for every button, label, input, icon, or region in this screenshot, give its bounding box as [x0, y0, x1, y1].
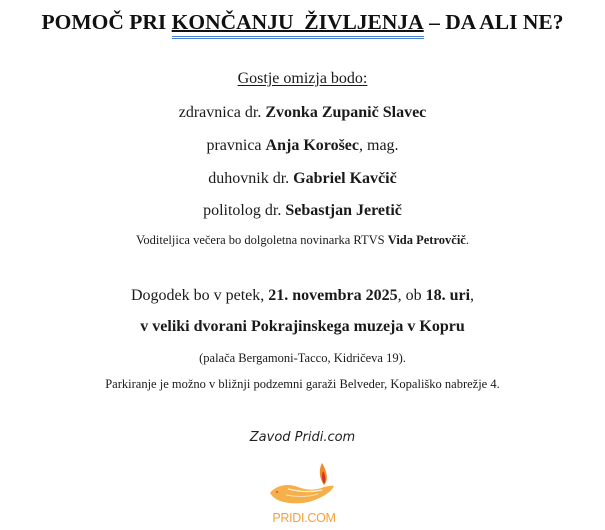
event-venue: v veliki dvorani Pokrajinskega muzeja v Kopru [140, 318, 465, 335]
guest-name: Anja Korošec [265, 137, 359, 154]
guest-line [0, 170, 605, 188]
event-date: 21. novembra 2025 [268, 287, 398, 304]
parking-info: Parkiranje je možno v bližnji podzemni garaži Belveder, Kopališko nabrežje 4. [105, 377, 500, 391]
event-date-line: Dogodek bo v petek, 21. novembra 2025, ob 18. uri, [130, 287, 475, 304]
event-time: 18. uri [425, 287, 471, 304]
guest-role: politolog dr. [203, 202, 286, 219]
guest-name: Zvonka Zupanič Slavec [265, 104, 427, 121]
guest-role: zdravnica dr. [178, 104, 266, 121]
host-name: Vida Petrovčič [387, 233, 466, 247]
guest-line [0, 137, 605, 155]
guest-name: Gabriel Kavčič [293, 170, 397, 187]
page-title [0, 10, 605, 35]
guest-role: pravnica [206, 137, 266, 154]
organizer-name: Zavod Pridi.com [249, 430, 356, 445]
guest-name: Sebastjan Jeretič [285, 202, 402, 219]
hand-flame-icon [266, 457, 342, 513]
guest-line [0, 202, 605, 220]
pridi-logo [266, 457, 342, 527]
guests-heading: Gostje omizja bodo: [237, 70, 368, 87]
guest-role: duhovnik dr. [208, 170, 294, 187]
host-line: Voditeljica večera bo dolgoletna novinarka RTVS Vida Petrovčič. [136, 233, 469, 247]
guest-line [0, 104, 605, 122]
title-underlined-phrase: KONČANJU ŽIVLJENJA [171, 10, 424, 34]
logo-text: PRIDI.COM [272, 511, 336, 525]
guest-title: , mag. [359, 137, 399, 154]
event-address: (palača Bergamoni-Tacco, Kidričeva 19). [199, 351, 406, 365]
title-suffix: – DA ALI NE? [423, 10, 564, 34]
title-prefix: POMOČ PRI [41, 10, 172, 34]
